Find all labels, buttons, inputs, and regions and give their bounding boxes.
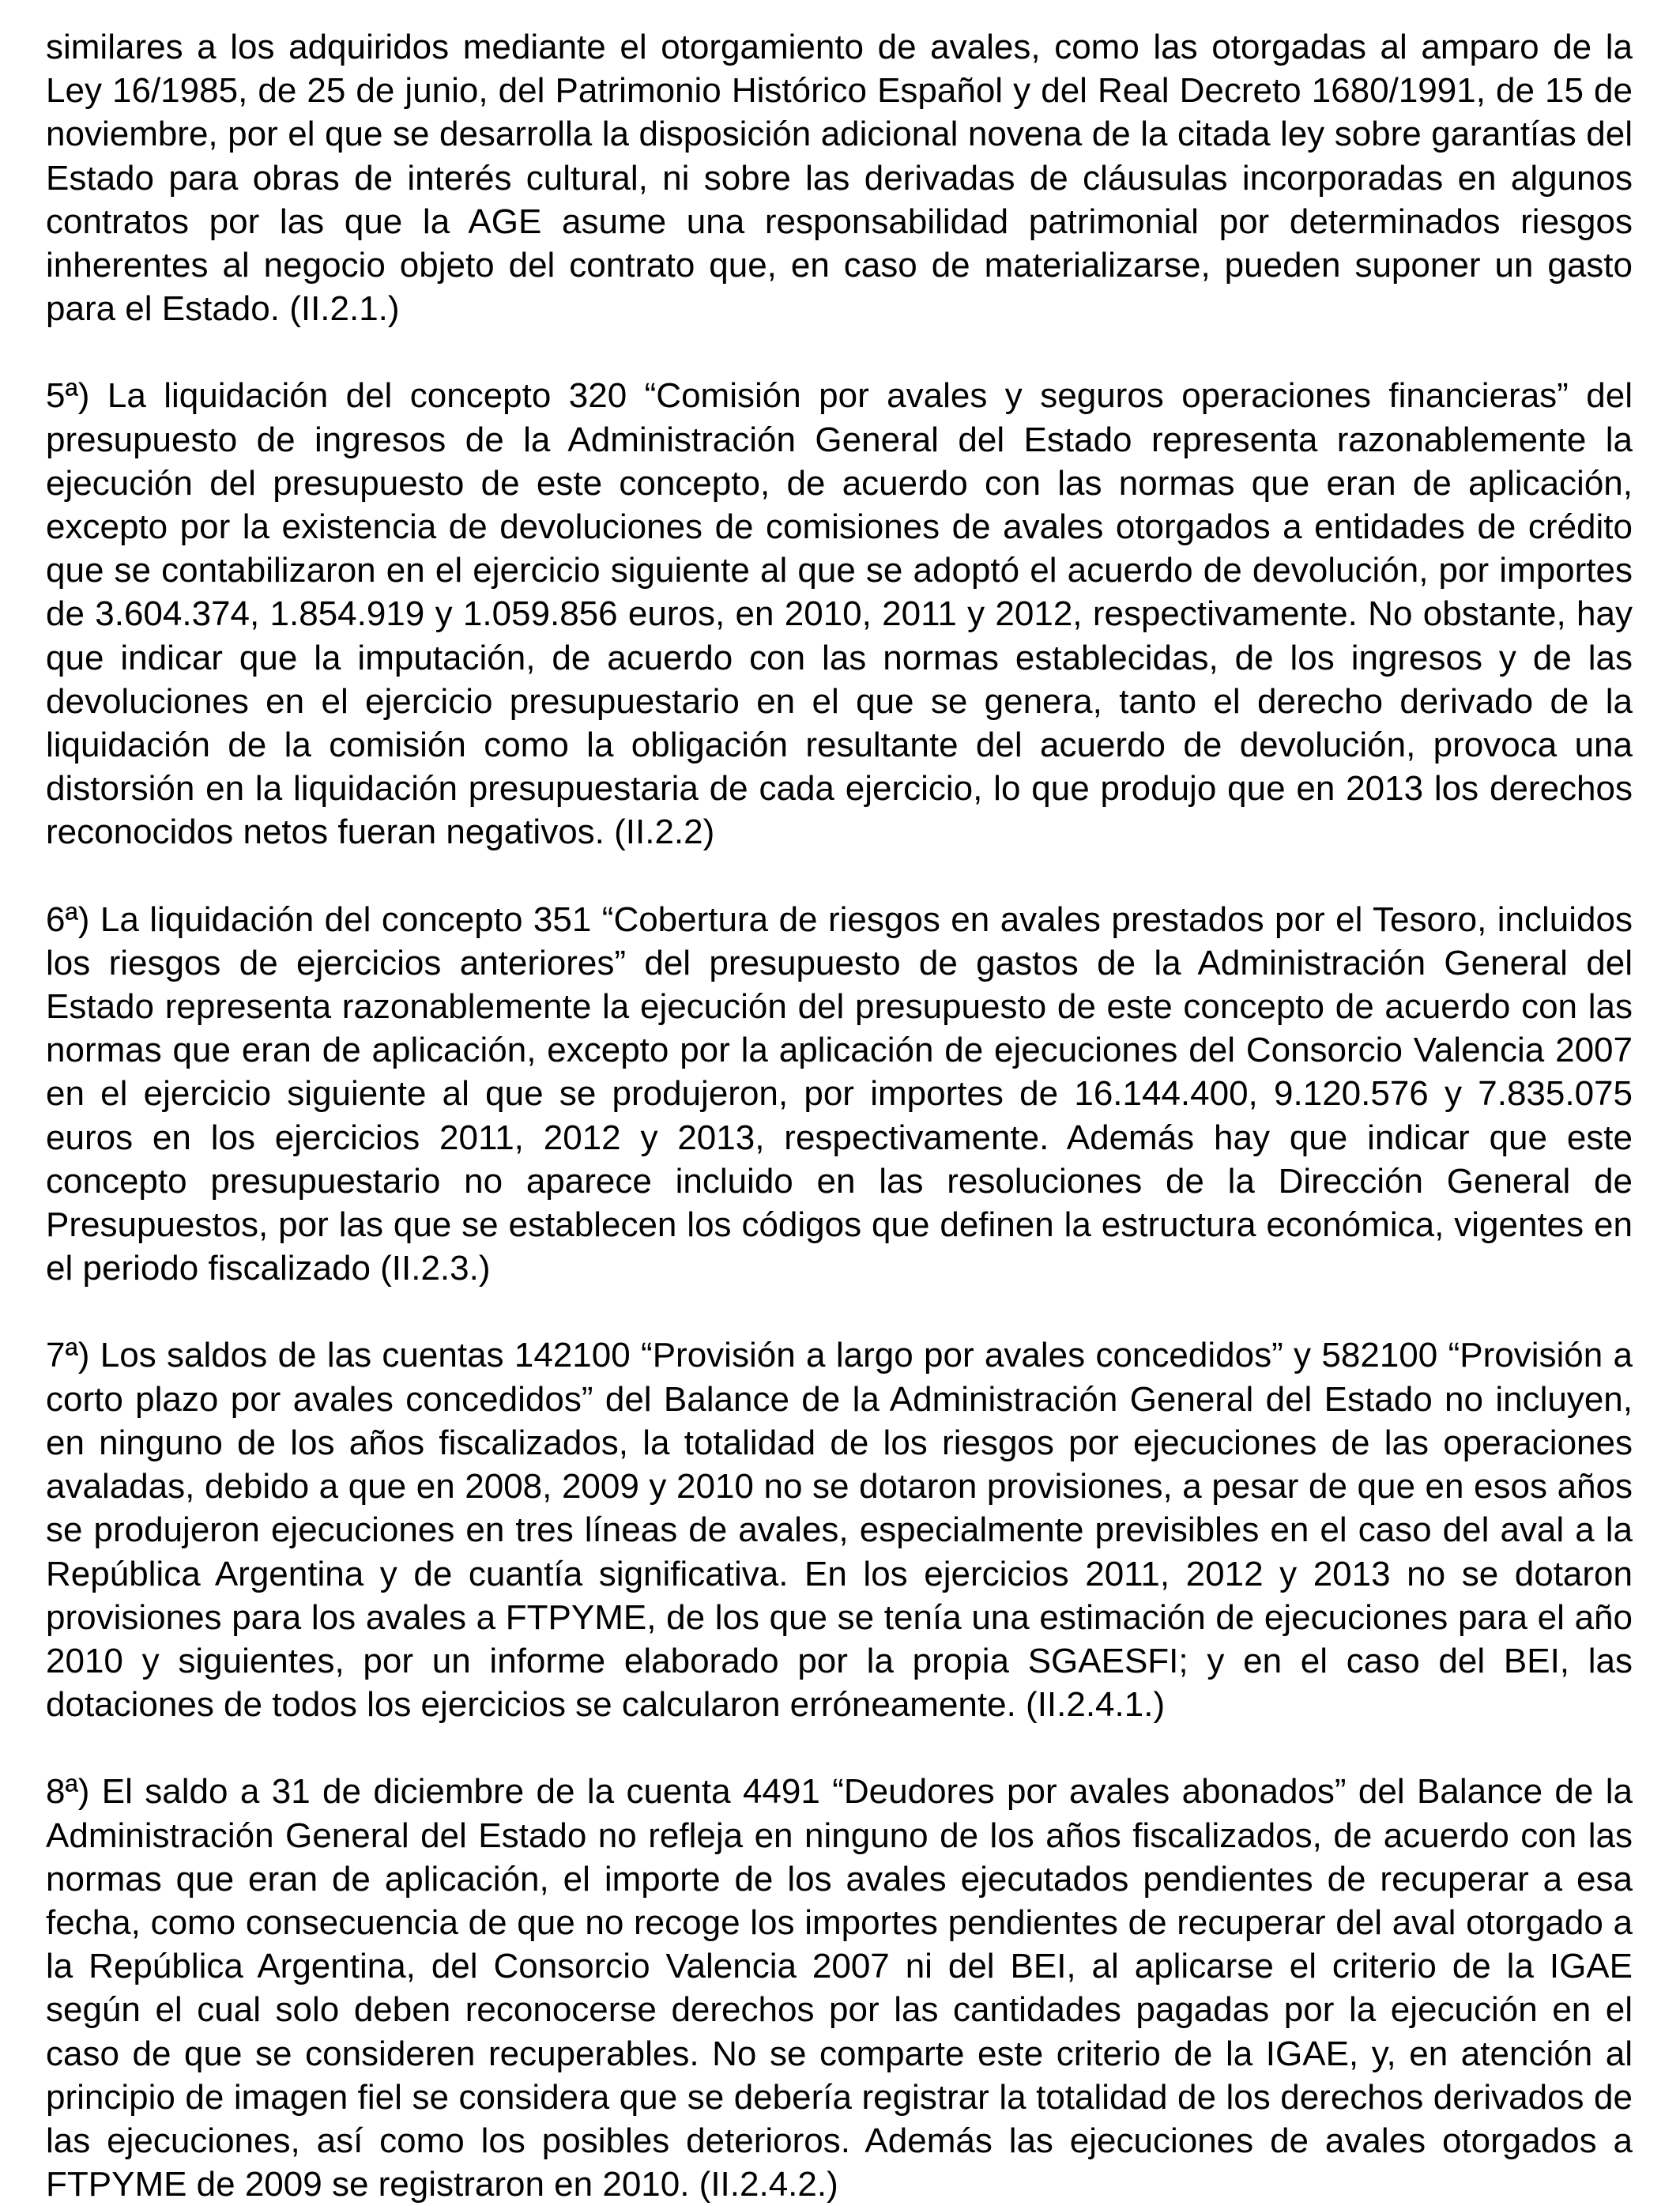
paragraph-conclusion-6: 6ª) La liquidación del concepto 351 “Cobertura de riesgos en avales prestados por el Tesoro, incluidos los riesgos de ejercicios anteriores” del presupuesto de gastos de la Administración General del Estado representa razonablemente la ejecución del presupuesto de este concepto de acuerdo con las normas que eran de aplicación, excepto por la aplicación de ejecuciones del Consorcio Valencia 2007 en el ejercicio siguiente al que se produjeron, por importes de 16.144.400, 9.120.576 y 7.835.075 euros en los ejercicios 2011, 2012 y 2013, respectivamente. Además hay que indicar que este concepto presupuestario no aparece incluido en las resoluciones de la Dirección General de Presupuestos, por las que se establecen los códigos que definen la estructura económica, vigentes en el periodo fiscalizado (II.2.3.)	[46, 899, 1633, 1288]
paragraph-conclusion-5: 5ª) La liquidación del concepto 320 “Comisión por avales y seguros operaciones financieras” del presupuesto de ingresos de la Administración General del Estado representa razonablemente la ejecución del presupuesto de este concepto, de acuerdo con las normas que eran de aplicación, excepto por la existencia de devoluciones de comisiones de avales otorgados a entidades de crédito que se contabilizaron en el ejercicio siguiente al que se adoptó el acuerdo de devolución, por importes de 3.604.374, 1.854.919 y 1.059.856 euros, en 2010, 2011 y 2012, respectivamente. No obstante, hay que indicar que la imputación, de acuerdo con las normas establecidas, de los ingresos y de las devoluciones en el ejercicio presupuestario en el que se genera, tanto el derecho derivado de la liquidación de la comisión como la obligación resultante del acuerdo de devolución, provoca una distorsión en la liquidación presupuestaria de cada ejercicio, lo que produjo que en 2013 los derechos reconocidos netos fueran negativos. (II.2.2)	[46, 376, 1633, 852]
paragraph-continuation: similares a los adquiridos mediante el otorgamiento de avales, como las otorgadas al amparo de la Ley 16/1985, de 25 de junio, del Patrimonio Histórico Español y del Real Decreto 1680/1991, de 15 de noviembre, por el que se desarrolla la disposición adicional novena de la citada ley sobre garantías del Estado para obras de interés cultural, ni sobre las derivadas de cláusulas incorporadas en algunos contratos por las que la AGE asume una responsabilidad patrimonial por determinados riesgos inherentes al negocio objeto del contrato que, en caso de materializarse, pueden suponer un gasto para el Estado. (II.2.1.)	[46, 28, 1633, 329]
document-page	[46, 25, 1633, 2206]
paragraph-conclusion-8: 8ª) El saldo a 31 de diciembre de la cuenta 4491 “Deudores por avales abonados” del Balance de la Administración General del Estado no refleja en ninguno de los años fiscalizados, de acuerdo con las normas que eran de aplicación, el importe de los avales ejecutados pendientes de recuperar a esa fecha, como consecuencia de que no recoge los importes pendientes de recuperar del aval otorgado a la República Argentina, del Consorcio Valencia 2007 ni del BEI, al aplicarse el criterio de la IGAE según el cual solo deben reconocerse derechos por las cantidades pagadas por la ejecución en el caso de que se consideren recuperables. No se comparte este criterio de la IGAE, y, en atención al principio de imagen fiel se considera que se debería registrar la totalidad de los derechos derivados de las ejecuciones, así como los posibles deterioros. Además las ejecuciones de avales otorgados a FTPYME de 2009 se registraron en 2010. (II.2.4.2.)	[46, 1772, 1633, 2204]
paragraph-conclusion-7: 7ª) Los saldos de las cuentas 142100 “Provisión a largo por avales concedidos” y 582100 “Provisión a corto plazo por avales concedidos” del Balance de la Administración General del Estado no incluyen, en ninguno de los años fiscalizados, la totalidad de los riesgos por ejecuciones de las operaciones avaladas, debido a que en 2008, 2009 y 2010 no se dotaron provisiones, a pesar de que en esos años se produjeron ejecuciones en tres líneas de avales, especialmente previsibles en el caso del aval a la República Argentina y de cuantía significativa. En los ejercicios 2011, 2012 y 2013 no se dotaron provisiones para los avales a FTPYME, de los que se tenía una estimación de ejecuciones para el año 2010 y siguientes, por un informe elaborado por la propia SGAESFI; y en el caso del BEI, las dotaciones de todos los ejercicios se calcularon erróneamente. (II.2.4.1.)	[46, 1336, 1633, 1725]
